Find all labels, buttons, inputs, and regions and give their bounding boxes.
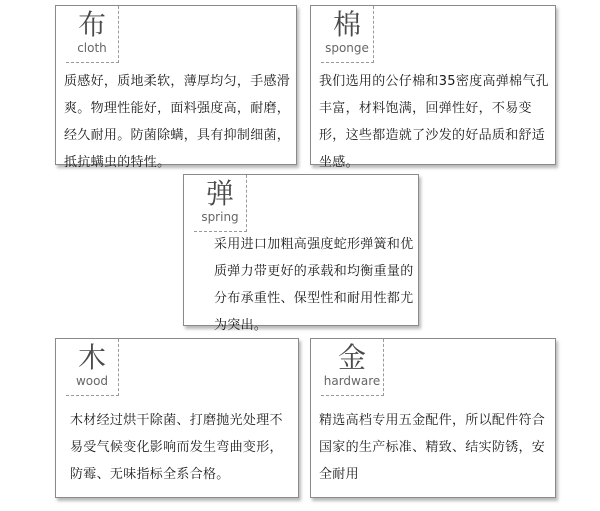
feature-card-hardware xyxy=(310,338,556,498)
feature-card-wood xyxy=(55,338,299,498)
card-title-en: wood xyxy=(75,374,109,388)
card-description: 质感好，质地柔软，薄厚均匀，手感滑爽。物理性能好，面料强度高，耐磨，经久耐用。防菌除螨，具有抑制细菌，抵抗螨虫的特性。 xyxy=(64,74,291,170)
feature-card-cloth xyxy=(55,5,297,170)
card-title-en: spring xyxy=(201,210,239,224)
feature-card-sponge xyxy=(310,5,556,170)
feature-card-spring xyxy=(183,174,419,333)
card-tag-hardware xyxy=(321,339,384,396)
card-title-en: cloth xyxy=(77,41,107,55)
card-tag-spring xyxy=(194,175,247,232)
card-description: 采用进口加粗高强度蛇形弹簧和优质弹力带更好的承载和均衡重量的分布承重性、保型性和耐用性都尤为突出。 xyxy=(214,237,414,333)
card-title-en: hardware xyxy=(323,374,381,388)
card-title-cn: 棉 xyxy=(332,8,361,41)
card-title-cn: 弹 xyxy=(205,177,234,210)
card-tag-cloth xyxy=(66,6,119,63)
card-description: 我们选用的公仔棉和35密度高弹棉气孔丰富，材料饱满，回弹性好，不易变形，这些都造就了沙发的好品质和舒适坐感。 xyxy=(319,74,549,170)
card-title-cn: 布 xyxy=(77,8,106,41)
card-title-cn: 金 xyxy=(337,341,366,374)
card-title-cn: 木 xyxy=(77,341,106,374)
card-tag-wood xyxy=(66,339,119,396)
card-title-en: sponge xyxy=(325,41,369,55)
card-description: 木材经过烘干除菌、打磨抛光处理不易受气候变化影响而发生弯曲变形，防霉、无味指标全系合格。 xyxy=(70,413,283,482)
card-description: 精选高档专用五金配件，所以配件符合国家的生产标准、精致、结实防锈，安全耐用 xyxy=(319,413,546,482)
card-tag-sponge xyxy=(321,6,374,63)
